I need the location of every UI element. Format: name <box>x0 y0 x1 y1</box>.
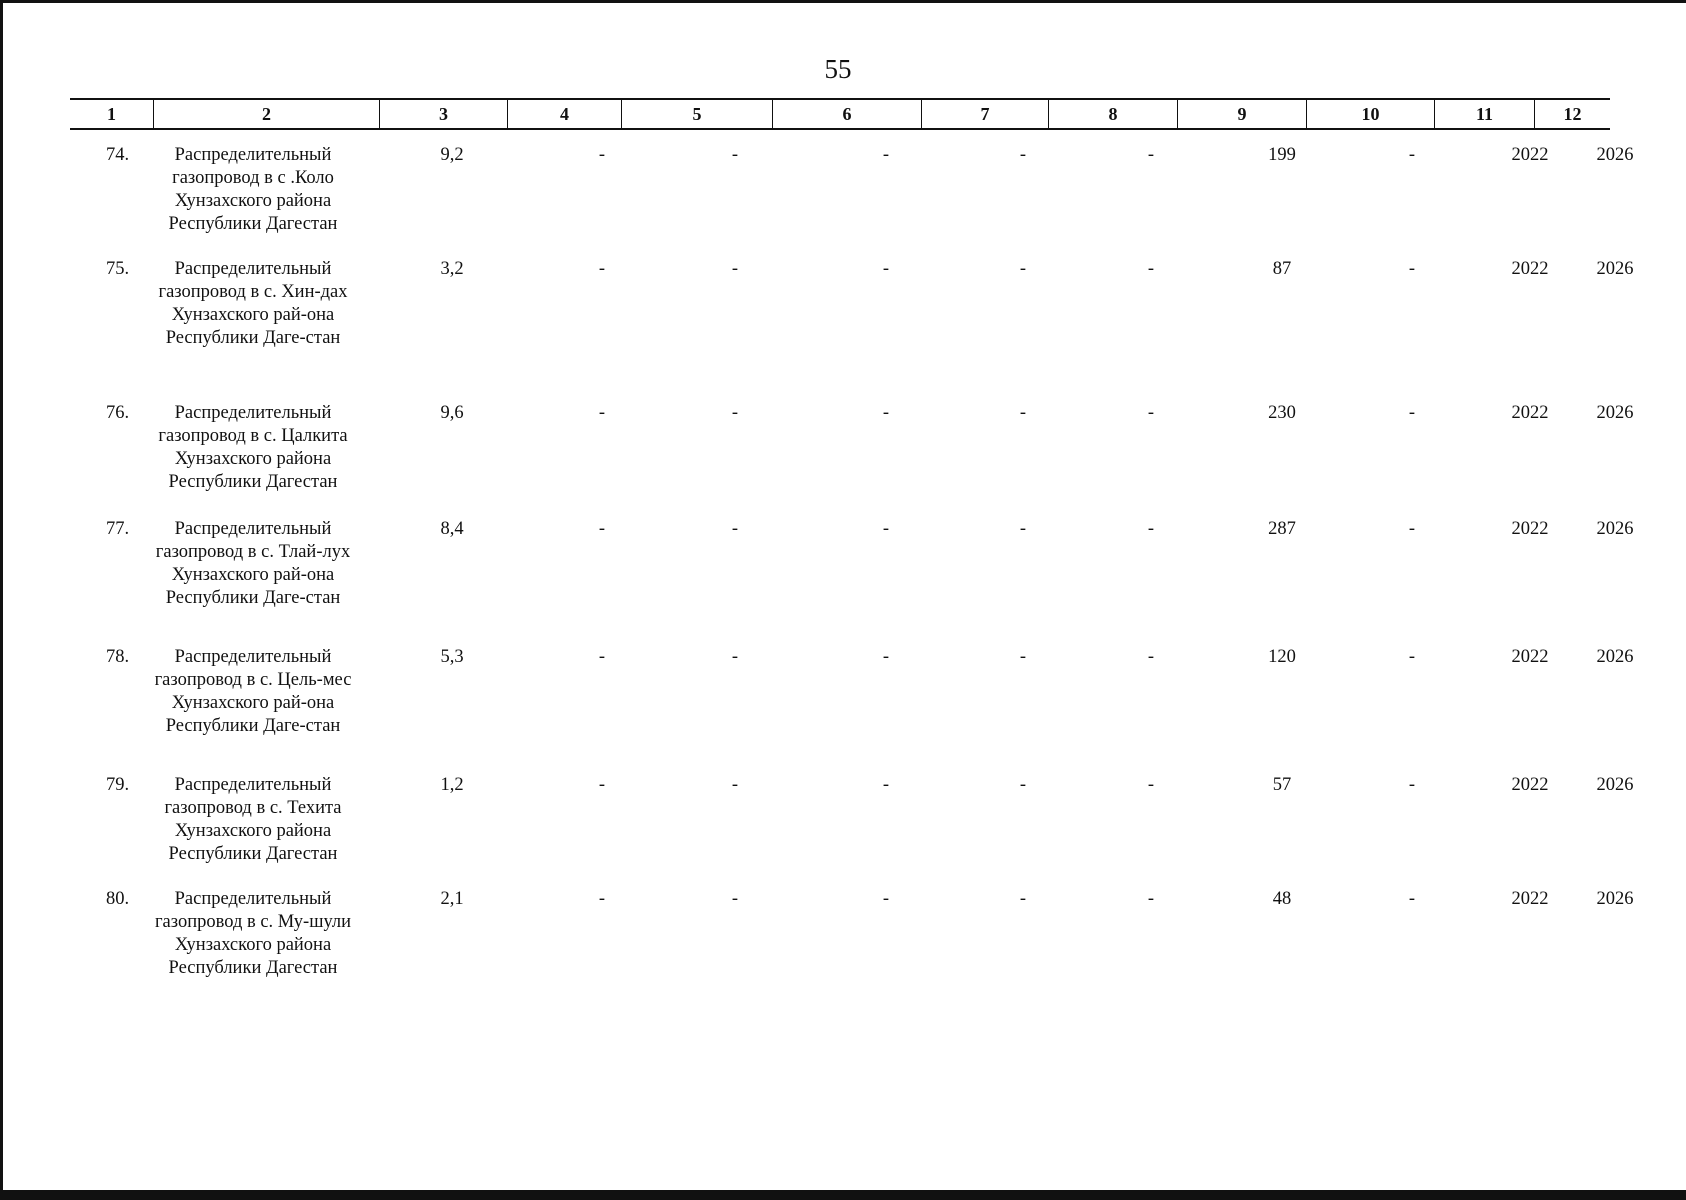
row-col-4: - <box>598 259 606 279</box>
row-col-9: 230 <box>1268 403 1296 423</box>
row-col-9: 87 <box>1272 259 1292 279</box>
row-col-10: - <box>1408 647 1416 667</box>
row-col-7: - <box>1019 519 1027 539</box>
column-header-3: 3 <box>380 100 508 128</box>
scan-border-left <box>0 0 3 1200</box>
row-col-5: - <box>731 775 739 795</box>
row-number: 80. <box>105 889 130 909</box>
row-number: 75. <box>105 259 130 279</box>
row-col-5: - <box>731 145 739 165</box>
row-col-8: - <box>1147 519 1155 539</box>
row-col-4: - <box>598 889 606 909</box>
row-col-8: - <box>1147 403 1155 423</box>
row-col-10: - <box>1408 519 1416 539</box>
column-header-1: 1 <box>70 100 154 128</box>
column-header-9: 9 <box>1178 100 1307 128</box>
row-col-11: 2022 <box>1511 259 1549 279</box>
row-col-6: - <box>882 775 890 795</box>
row-col-9: 48 <box>1272 889 1292 909</box>
column-header-6: 6 <box>773 100 922 128</box>
row-col-6: - <box>882 259 890 279</box>
page-number: 55 <box>824 54 852 84</box>
table-header <box>70 98 1610 130</box>
row-col-5: - <box>731 519 739 539</box>
row-col-4: - <box>598 145 606 165</box>
row-col-8: - <box>1147 647 1155 667</box>
row-col-9: 199 <box>1268 145 1296 165</box>
row-col-11: 2022 <box>1511 647 1549 667</box>
row-col-5: - <box>731 259 739 279</box>
row-col-6: - <box>882 889 890 909</box>
row-col-10: - <box>1408 889 1416 909</box>
row-col-12: 2026 <box>1596 519 1634 539</box>
column-header-12: 12 <box>1563 104 1582 124</box>
row-name: Распределительный газопровод в с. Хин-дах Хунзахского рай-она Республики Даге-стан <box>158 259 348 348</box>
row-col-12: 2026 <box>1596 889 1634 909</box>
row-name: Распределительный газопровод в с .Коло Хунзахского района Республики Дагестан <box>168 145 338 234</box>
row-col-12: 2026 <box>1596 259 1634 279</box>
row-number: 79. <box>105 775 130 795</box>
row-col-12: 2026 <box>1596 145 1634 165</box>
row-name: Распределительный газопровод в с. Тлай-лух Хунзахского рай-она Республики Даге-стан <box>155 519 351 608</box>
row-col-6: - <box>882 519 890 539</box>
row-col-6: - <box>882 145 890 165</box>
row-number: 77. <box>105 519 130 539</box>
column-header-10: 10 <box>1307 100 1435 128</box>
row-col-11: 2022 <box>1511 519 1549 539</box>
row-col-10: - <box>1408 775 1416 795</box>
row-col-4: - <box>598 647 606 667</box>
row-name: Распределительный газопровод в с. Цалкита Хунзахского района Республики Дагестан <box>158 403 348 492</box>
row-col-5: - <box>731 889 739 909</box>
scan-border-bottom <box>0 1190 1686 1200</box>
row-col-12: 2026 <box>1596 775 1634 795</box>
row-col-6: - <box>882 647 890 667</box>
row-col-6: - <box>882 403 890 423</box>
column-header-5: 5 <box>622 100 773 128</box>
row-number: 78. <box>105 647 130 667</box>
row-col-9: 287 <box>1268 519 1296 539</box>
row-col-5: - <box>731 647 739 667</box>
column-header-4: 4 <box>508 100 622 128</box>
row-col-8: - <box>1147 259 1155 279</box>
row-col-3: 2,1 <box>440 889 464 909</box>
row-col-3: 3,2 <box>440 259 464 279</box>
row-col-11: 2022 <box>1511 145 1549 165</box>
row-name: Распределительный газопровод в с. Му-шули Хунзахского района Республики Дагестан <box>154 889 352 978</box>
row-col-10: - <box>1408 259 1416 279</box>
row-col-9: 120 <box>1268 647 1296 667</box>
row-col-7: - <box>1019 145 1027 165</box>
row-col-11: 2022 <box>1511 889 1549 909</box>
column-header-8: 8 <box>1049 100 1178 128</box>
column-header-2: 2 <box>154 100 380 128</box>
column-header-11: 11 <box>1435 100 1535 128</box>
row-number: 76. <box>105 403 130 423</box>
row-col-5: - <box>731 403 739 423</box>
row-col-11: 2022 <box>1511 403 1549 423</box>
row-col-11: 2022 <box>1511 775 1549 795</box>
row-col-7: - <box>1019 775 1027 795</box>
scan-border-top <box>0 0 1686 3</box>
row-col-8: - <box>1147 889 1155 909</box>
row-col-3: 1,2 <box>440 775 464 795</box>
row-name: Распределительный газопровод в с. Техита Хунзахского района Республики Дагестан <box>164 775 342 864</box>
row-col-3: 9,2 <box>440 145 464 165</box>
column-header-7: 7 <box>922 100 1049 128</box>
row-col-12: 2026 <box>1596 403 1634 423</box>
row-col-7: - <box>1019 259 1027 279</box>
row-number: 74. <box>105 145 130 165</box>
row-col-10: - <box>1408 403 1416 423</box>
row-col-3: 8,4 <box>440 519 464 539</box>
row-col-8: - <box>1147 145 1155 165</box>
row-col-3: 9,6 <box>440 403 464 423</box>
row-col-12: 2026 <box>1596 647 1634 667</box>
row-col-7: - <box>1019 889 1027 909</box>
row-col-7: - <box>1019 647 1027 667</box>
row-col-9: 57 <box>1272 775 1292 795</box>
row-col-3: 5,3 <box>440 647 464 667</box>
row-col-4: - <box>598 519 606 539</box>
row-col-10: - <box>1408 145 1416 165</box>
row-col-4: - <box>598 403 606 423</box>
row-col-8: - <box>1147 775 1155 795</box>
row-name: Распределительный газопровод в с. Цель-мес Хунзахского рай-она Республики Даге-стан <box>154 647 352 736</box>
row-col-4: - <box>598 775 606 795</box>
row-col-7: - <box>1019 403 1027 423</box>
